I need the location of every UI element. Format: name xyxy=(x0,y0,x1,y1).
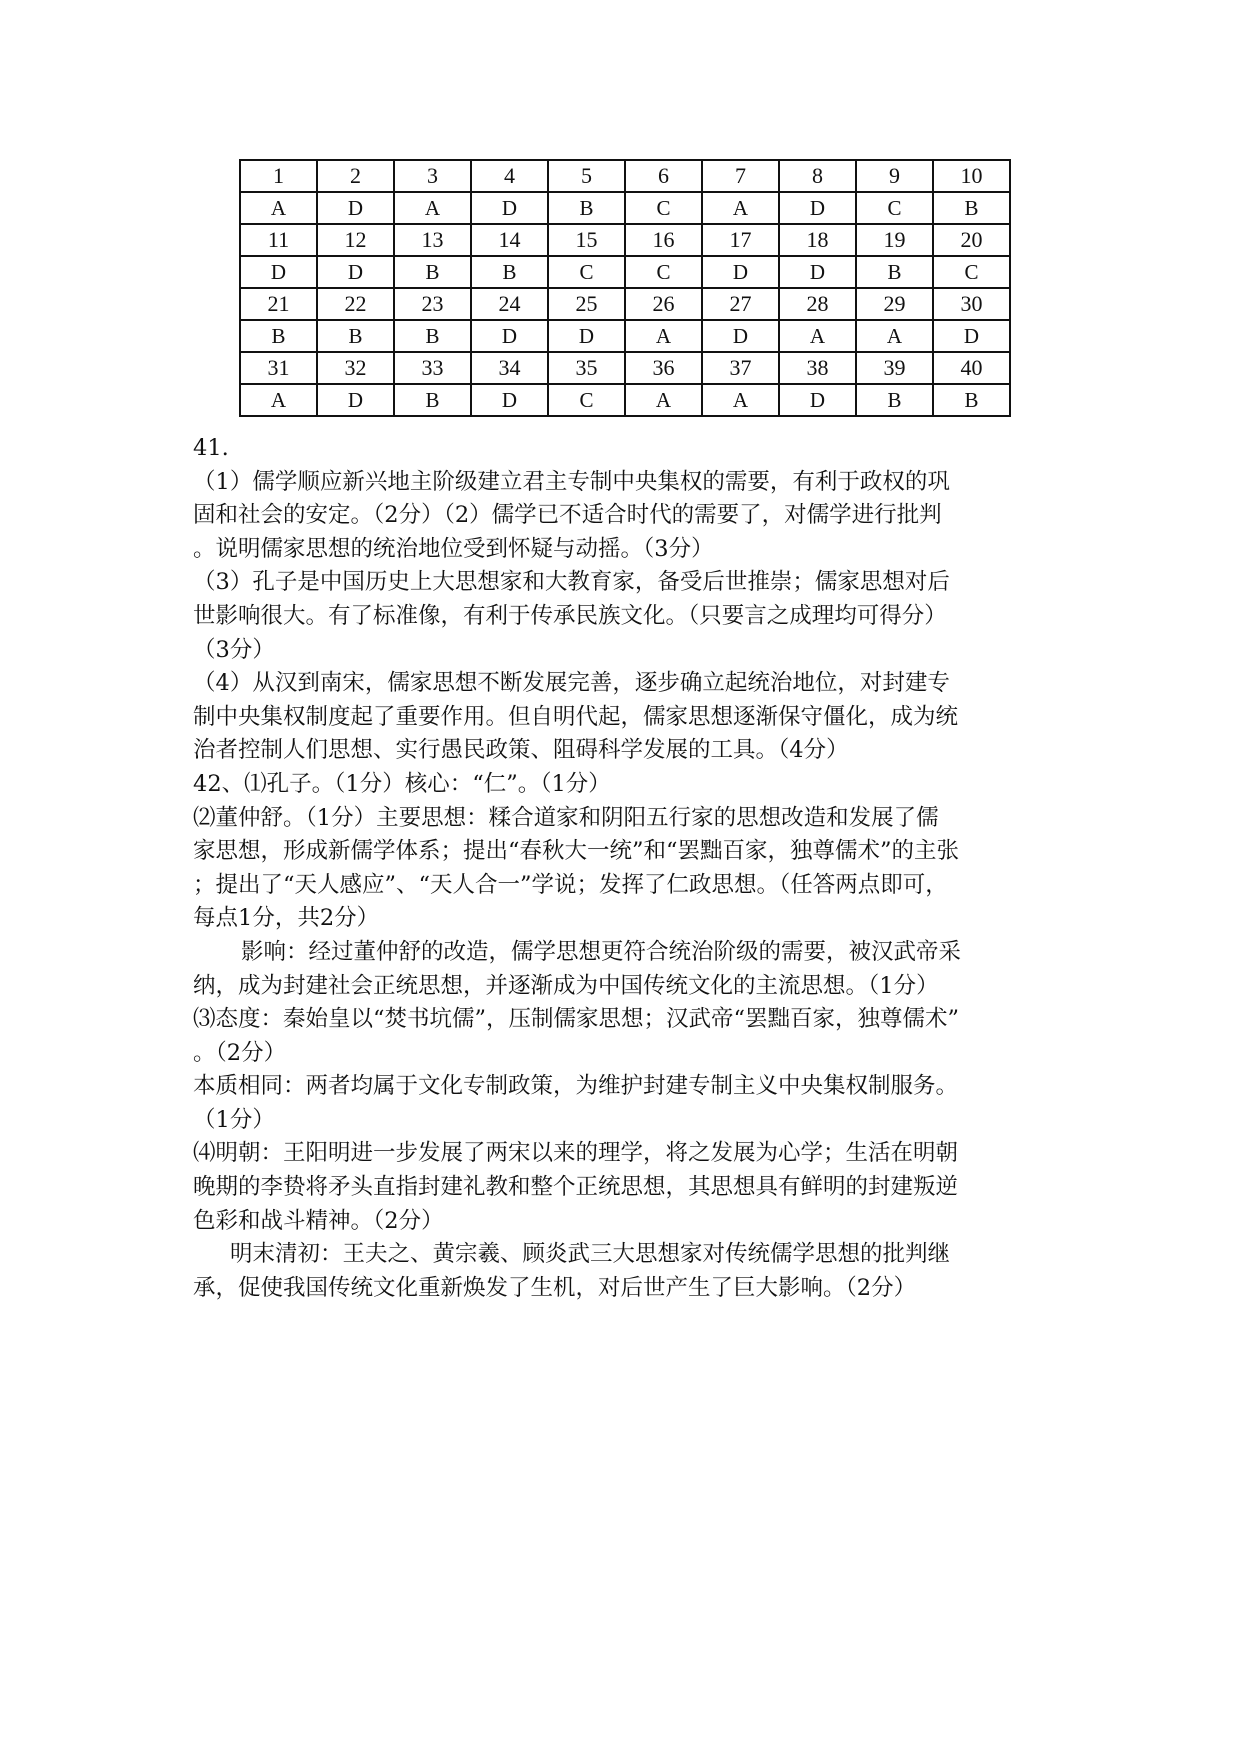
answer-41-3-line: （3）孔子是中国历史上大思想家和大教育家，备受后世推崇；儒家思想对后 xyxy=(193,569,950,596)
answer-letter-cell: B xyxy=(240,320,317,352)
answer-42-4-line: ⑷明朝：王阳明进一步发展了两宋以来的理学，将之发展为心学；生活在明朝 xyxy=(193,1140,959,1167)
answer-letter-cell: D xyxy=(471,320,548,352)
answer-letter-cell: D xyxy=(933,320,1010,352)
question-number-cell: 21 xyxy=(240,288,317,320)
answer-letter-cell: B xyxy=(471,256,548,288)
question-number-cell: 15 xyxy=(548,224,625,256)
question-number-cell: 6 xyxy=(625,160,702,192)
question-41-label: 41. xyxy=(193,435,229,461)
answer-letter-cell: C xyxy=(625,256,702,288)
answer-letter-cell: B xyxy=(856,384,933,416)
answer-42-4-line: 晚期的李贽将矛头直指封建礼教和整个正统思想，其思想具有鲜明的封建叛逆 xyxy=(193,1174,959,1201)
question-number-cell: 24 xyxy=(471,288,548,320)
answer-42-3-essence-line: （1分） xyxy=(193,1106,275,1133)
question-number-cell: 19 xyxy=(856,224,933,256)
question-number-cell: 12 xyxy=(317,224,394,256)
answer-42-2-line: ；提出了“天人感应”、“天人合一”学说；发挥了仁政思想。（任答两点即可， xyxy=(193,871,948,898)
answer-letter-row xyxy=(240,320,1010,352)
question-number-cell: 16 xyxy=(625,224,702,256)
answer-42-4-line: 色彩和战斗精神。（2分） xyxy=(193,1207,444,1234)
question-number-cell: 31 xyxy=(240,352,317,384)
answer-letter-row xyxy=(240,384,1010,416)
answer-letter-row xyxy=(240,192,1010,224)
answer-41-4-line: （4）从汉到南宋，儒家思想不断发展完善，逐步确立起统治地位，对封建专 xyxy=(193,670,950,697)
answer-42-2-influence-line: 纳，成为封建社会正统思想，并逐渐成为中国传统文化的主流思想。（1分） xyxy=(193,972,939,999)
answer-letter-cell: A xyxy=(240,192,317,224)
answer-letter-cell: A xyxy=(702,384,779,416)
question-number-cell: 5 xyxy=(548,160,625,192)
question-number-cell: 23 xyxy=(394,288,471,320)
answer-41-2-line: 。说明儒家思想的统治地位受到怀疑与动摇。（3分） xyxy=(193,535,714,562)
question-number-row xyxy=(240,224,1010,256)
answer-41-1-line: （1）儒学顺应新兴地主阶级建立君主专制中央集权的需要，有利于政权的巩 xyxy=(193,468,950,495)
answer-41-3-line: （3分） xyxy=(193,636,275,663)
answer-letter-cell: A xyxy=(625,320,702,352)
question-number-cell: 33 xyxy=(394,352,471,384)
question-number-cell: 2 xyxy=(317,160,394,192)
answer-letter-cell: D xyxy=(548,320,625,352)
answer-letter-cell: B xyxy=(933,384,1010,416)
question-number-cell: 18 xyxy=(779,224,856,256)
answer-letter-cell: D xyxy=(240,256,317,288)
question-number-cell: 14 xyxy=(471,224,548,256)
question-number-cell: 13 xyxy=(394,224,471,256)
answer-letter-cell: A xyxy=(625,384,702,416)
answer-letter-cell: D xyxy=(317,256,394,288)
answer-letter-cell: D xyxy=(317,384,394,416)
question-number-cell: 11 xyxy=(240,224,317,256)
question-number-cell: 4 xyxy=(471,160,548,192)
question-number-cell: 32 xyxy=(317,352,394,384)
answer-text xyxy=(193,432,1053,1305)
answer-letter-cell: A xyxy=(240,384,317,416)
question-number-cell: 27 xyxy=(702,288,779,320)
answer-letter-cell: B xyxy=(933,192,1010,224)
answer-letter-cell: D xyxy=(779,256,856,288)
answer-letter-cell: D xyxy=(317,192,394,224)
answer-letter-cell: B xyxy=(856,256,933,288)
question-number-cell: 30 xyxy=(933,288,1010,320)
answer-letter-cell: A xyxy=(779,320,856,352)
question-number-cell: 22 xyxy=(317,288,394,320)
question-number-cell: 29 xyxy=(856,288,933,320)
answer-letter-cell: D xyxy=(702,320,779,352)
answer-letter-cell: C xyxy=(933,256,1010,288)
question-number-cell: 28 xyxy=(779,288,856,320)
answer-letter-cell: B xyxy=(548,192,625,224)
question-number-cell: 17 xyxy=(702,224,779,256)
answer-42-2-line: ⑵董仲舒。（1分）主要思想：糅合道家和阴阳五行家的思想改造和发展了儒 xyxy=(193,804,939,831)
answer-42-3-line: 。（2分） xyxy=(193,1039,287,1066)
answer-letter-cell: A xyxy=(856,320,933,352)
answer-42-3-essence-line: 本质相同：两者均属于文化专制政策，为维护封建专制主义中央集权制服务。 xyxy=(193,1073,959,1100)
answer-table-body xyxy=(240,160,1010,416)
question-number-cell: 26 xyxy=(625,288,702,320)
answer-41-4-line: 治者控制人们思想、实行愚民政策、阻碍科学发展的工具。（4分） xyxy=(193,737,849,764)
question-number-row xyxy=(240,160,1010,192)
answer-41-4-line: 制中央集权制度起了重要作用。但自明代起，儒家思想逐渐保守僵化，成为统 xyxy=(193,703,959,730)
question-number-cell: 37 xyxy=(702,352,779,384)
question-number-cell: 1 xyxy=(240,160,317,192)
answer-42-1-line: 42、⑴孔子。（1分）核心：“仁”。（1分） xyxy=(193,770,611,797)
answer-letter-cell: B xyxy=(394,384,471,416)
answer-42-2-line: 每点1分，共2分） xyxy=(193,905,380,932)
question-number-cell: 25 xyxy=(548,288,625,320)
answer-42-4-qing-line: 承，促使我国传统文化重新焕发了生机，对后世产生了巨大影响。（2分） xyxy=(193,1274,917,1301)
answer-letter-cell: C xyxy=(548,384,625,416)
question-number-cell: 8 xyxy=(779,160,856,192)
question-number-cell: 36 xyxy=(625,352,702,384)
answer-letter-cell: B xyxy=(317,320,394,352)
question-number-cell: 7 xyxy=(702,160,779,192)
question-number-cell: 9 xyxy=(856,160,933,192)
answer-41-3-line: 世影响很大。有了标准像，有利于传承民族文化。（只要言之成理均可得分） xyxy=(193,602,947,629)
question-number-row xyxy=(240,352,1010,384)
answer-letter-cell: B xyxy=(394,320,471,352)
answer-letter-cell: A xyxy=(702,192,779,224)
question-number-row xyxy=(240,288,1010,320)
question-number-cell: 35 xyxy=(548,352,625,384)
answer-letter-cell: D xyxy=(779,384,856,416)
answer-letter-cell: C xyxy=(548,256,625,288)
question-number-cell: 40 xyxy=(933,352,1010,384)
question-number-cell: 20 xyxy=(933,224,1010,256)
question-number-cell: 39 xyxy=(856,352,933,384)
answer-letter-cell: D xyxy=(471,192,548,224)
question-number-cell: 38 xyxy=(779,352,856,384)
question-number-cell: 3 xyxy=(394,160,471,192)
answer-table xyxy=(239,159,1011,417)
answer-42-4-qing-line: 明末清初：王夫之、黄宗羲、顾炎武三大思想家对传统儒学思想的批判继 xyxy=(230,1241,951,1268)
answer-letter-cell: D xyxy=(471,384,548,416)
answer-letter-cell: C xyxy=(625,192,702,224)
answer-letter-cell: D xyxy=(702,256,779,288)
answer-letter-cell: B xyxy=(394,256,471,288)
answer-letter-cell: A xyxy=(394,192,471,224)
answer-letter-row xyxy=(240,256,1010,288)
answer-letter-cell: D xyxy=(779,192,856,224)
answer-letter-cell: C xyxy=(856,192,933,224)
answer-42-2-influence-line: 影响：经过董仲舒的改造，儒学思想更符合统治阶级的需要，被汉武帝采 xyxy=(241,938,962,965)
answer-42-3-line: ⑶态度：秦始皇以“焚书坑儒”，压制儒家思想；汉武帝“罢黜百家，独尊儒术” xyxy=(193,1006,960,1033)
question-number-cell: 10 xyxy=(933,160,1010,192)
question-number-cell: 34 xyxy=(471,352,548,384)
answer-42-2-line: 家思想，形成新儒学体系；提出“春秋大一统”和“罢黜百家，独尊儒术”的主张 xyxy=(193,838,960,865)
answer-41-1-line: 固和社会的安定。（2分）（2）儒学已不适合时代的需要了，对儒学进行批判 xyxy=(193,502,942,529)
